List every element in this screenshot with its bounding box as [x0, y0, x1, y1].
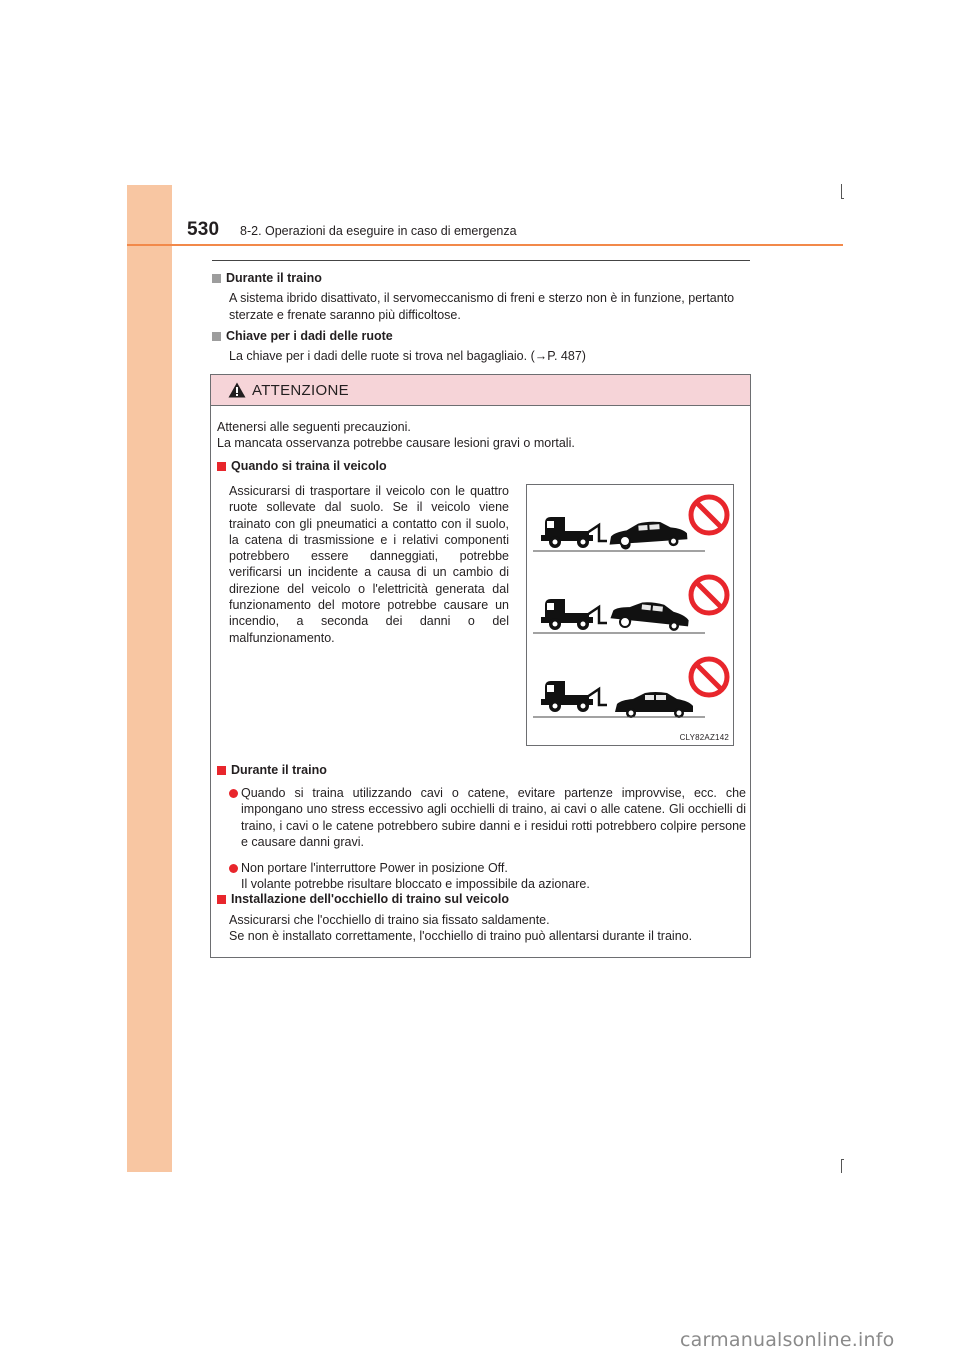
red-square-bullet-icon: [217, 895, 226, 904]
panel-rear-lifted: [533, 577, 727, 633]
section-heading-text: Durante il traino: [231, 763, 327, 777]
prohibited-icon: [691, 659, 727, 695]
header-rule: [127, 244, 843, 246]
section-heading-text: Installazione dell'occhiello di traino sul veicolo: [231, 892, 510, 906]
figure-code: CLY82AZ142: [679, 733, 729, 742]
section-body: [229, 912, 746, 945]
bullet-text: Quando si traina utilizzando cavi o catene, evitare partenze improvvise, ecc. che impongano uno stress eccessivo agli occhielli di traino, ai cavi o alle catene. Gli occhielli di traino, i cavi o le catene potrebbero subire danni e i residui rotti potrebbero colpire persone e causare danni gravi.: [241, 786, 746, 849]
chapter-side-tab: [127, 185, 172, 1172]
gray-square-bullet-icon: [212, 332, 221, 341]
warning-triangle-icon: [228, 382, 246, 398]
warning-title: ATTENZIONE: [252, 381, 349, 399]
warning-section-heading: [217, 459, 387, 473]
section-body-line: Assicurarsi che l'occhiello di traino sia fissato saldamente.: [229, 913, 550, 927]
warning-box: [210, 374, 751, 958]
page-number: 530: [187, 219, 220, 240]
note-durante-il-traino: [212, 270, 752, 323]
red-dot-bullet-icon: [229, 864, 238, 873]
towing-diagrams: [527, 485, 733, 745]
bullet-item: [229, 785, 746, 850]
crop-mark-bottom: [841, 1159, 842, 1173]
towing-illustration: [526, 484, 734, 746]
warning-header: [211, 375, 750, 406]
note-body: A sistema ibrido disattivato, il servomeccanismo di freni e sterzo non è in funzione, pertanto sterzate e frenate saranno più difficoltose.: [229, 291, 735, 322]
gray-square-bullet-icon: [212, 274, 221, 283]
bullet-line: Non portare l'interruttore Power in posizione Off.: [241, 861, 508, 875]
warning-intro: [217, 419, 575, 451]
section-title: 8-2. Operazioni da eseguire in caso di emergenza: [240, 224, 517, 238]
panel-front-lifted: [533, 497, 727, 551]
note-heading: Durante il traino: [226, 271, 322, 285]
warning-intro-line: Attenersi alle seguenti precauzioni.: [217, 420, 411, 434]
bullet-line: Il volante potrebbe risultare bloccato e impossibile da azionare.: [241, 877, 590, 892]
warning-section-heading: [217, 892, 509, 906]
note-body: La chiave per i dadi delle ruote si trova nel bagagliaio. (→P. 487): [229, 349, 586, 363]
warning-paragraph: Assicurarsi di trasportare il veicolo con le quattro ruote sollevate dal suolo. Se il veicolo viene trainato con gli pneumatici a contatto con il suolo, la catena di trasmissione e i relativi componenti potrebbero essere danneggiati, potrebbe verificarsi un incidente a causa di un cambio di direzione del veicolo o l'elettricità generata dal funzionamento del motore potrebbe causare un incendio, a seconda dei danni o del malfunzionamento.: [229, 484, 509, 645]
section-body-line: Se non è installato correttamente, l'occhiello di traino può allentarsi durante il traino.: [229, 929, 693, 944]
watermark: carmanualsonline.info: [680, 1329, 895, 1351]
content-top-rule: [212, 260, 750, 261]
red-dot-bullet-icon: [229, 789, 238, 798]
bullet-item: [229, 860, 746, 893]
bullet-text: [241, 860, 746, 893]
section-heading-text: Quando si traina il veicolo: [231, 459, 387, 473]
panel-all-wheels-ground: [533, 659, 727, 718]
note-heading: Chiave per i dadi delle ruote: [226, 329, 393, 343]
prohibited-icon: [691, 497, 727, 533]
warning-intro-line: La mancata osservanza potrebbe causare lesioni gravi o mortali.: [217, 436, 575, 450]
red-square-bullet-icon: [217, 462, 226, 471]
warning-section-heading: [217, 763, 327, 777]
prohibited-icon: [691, 577, 727, 613]
crop-mark-top: [841, 184, 842, 199]
red-square-bullet-icon: [217, 766, 226, 775]
note-chiave-dadi-ruote: [212, 328, 752, 365]
